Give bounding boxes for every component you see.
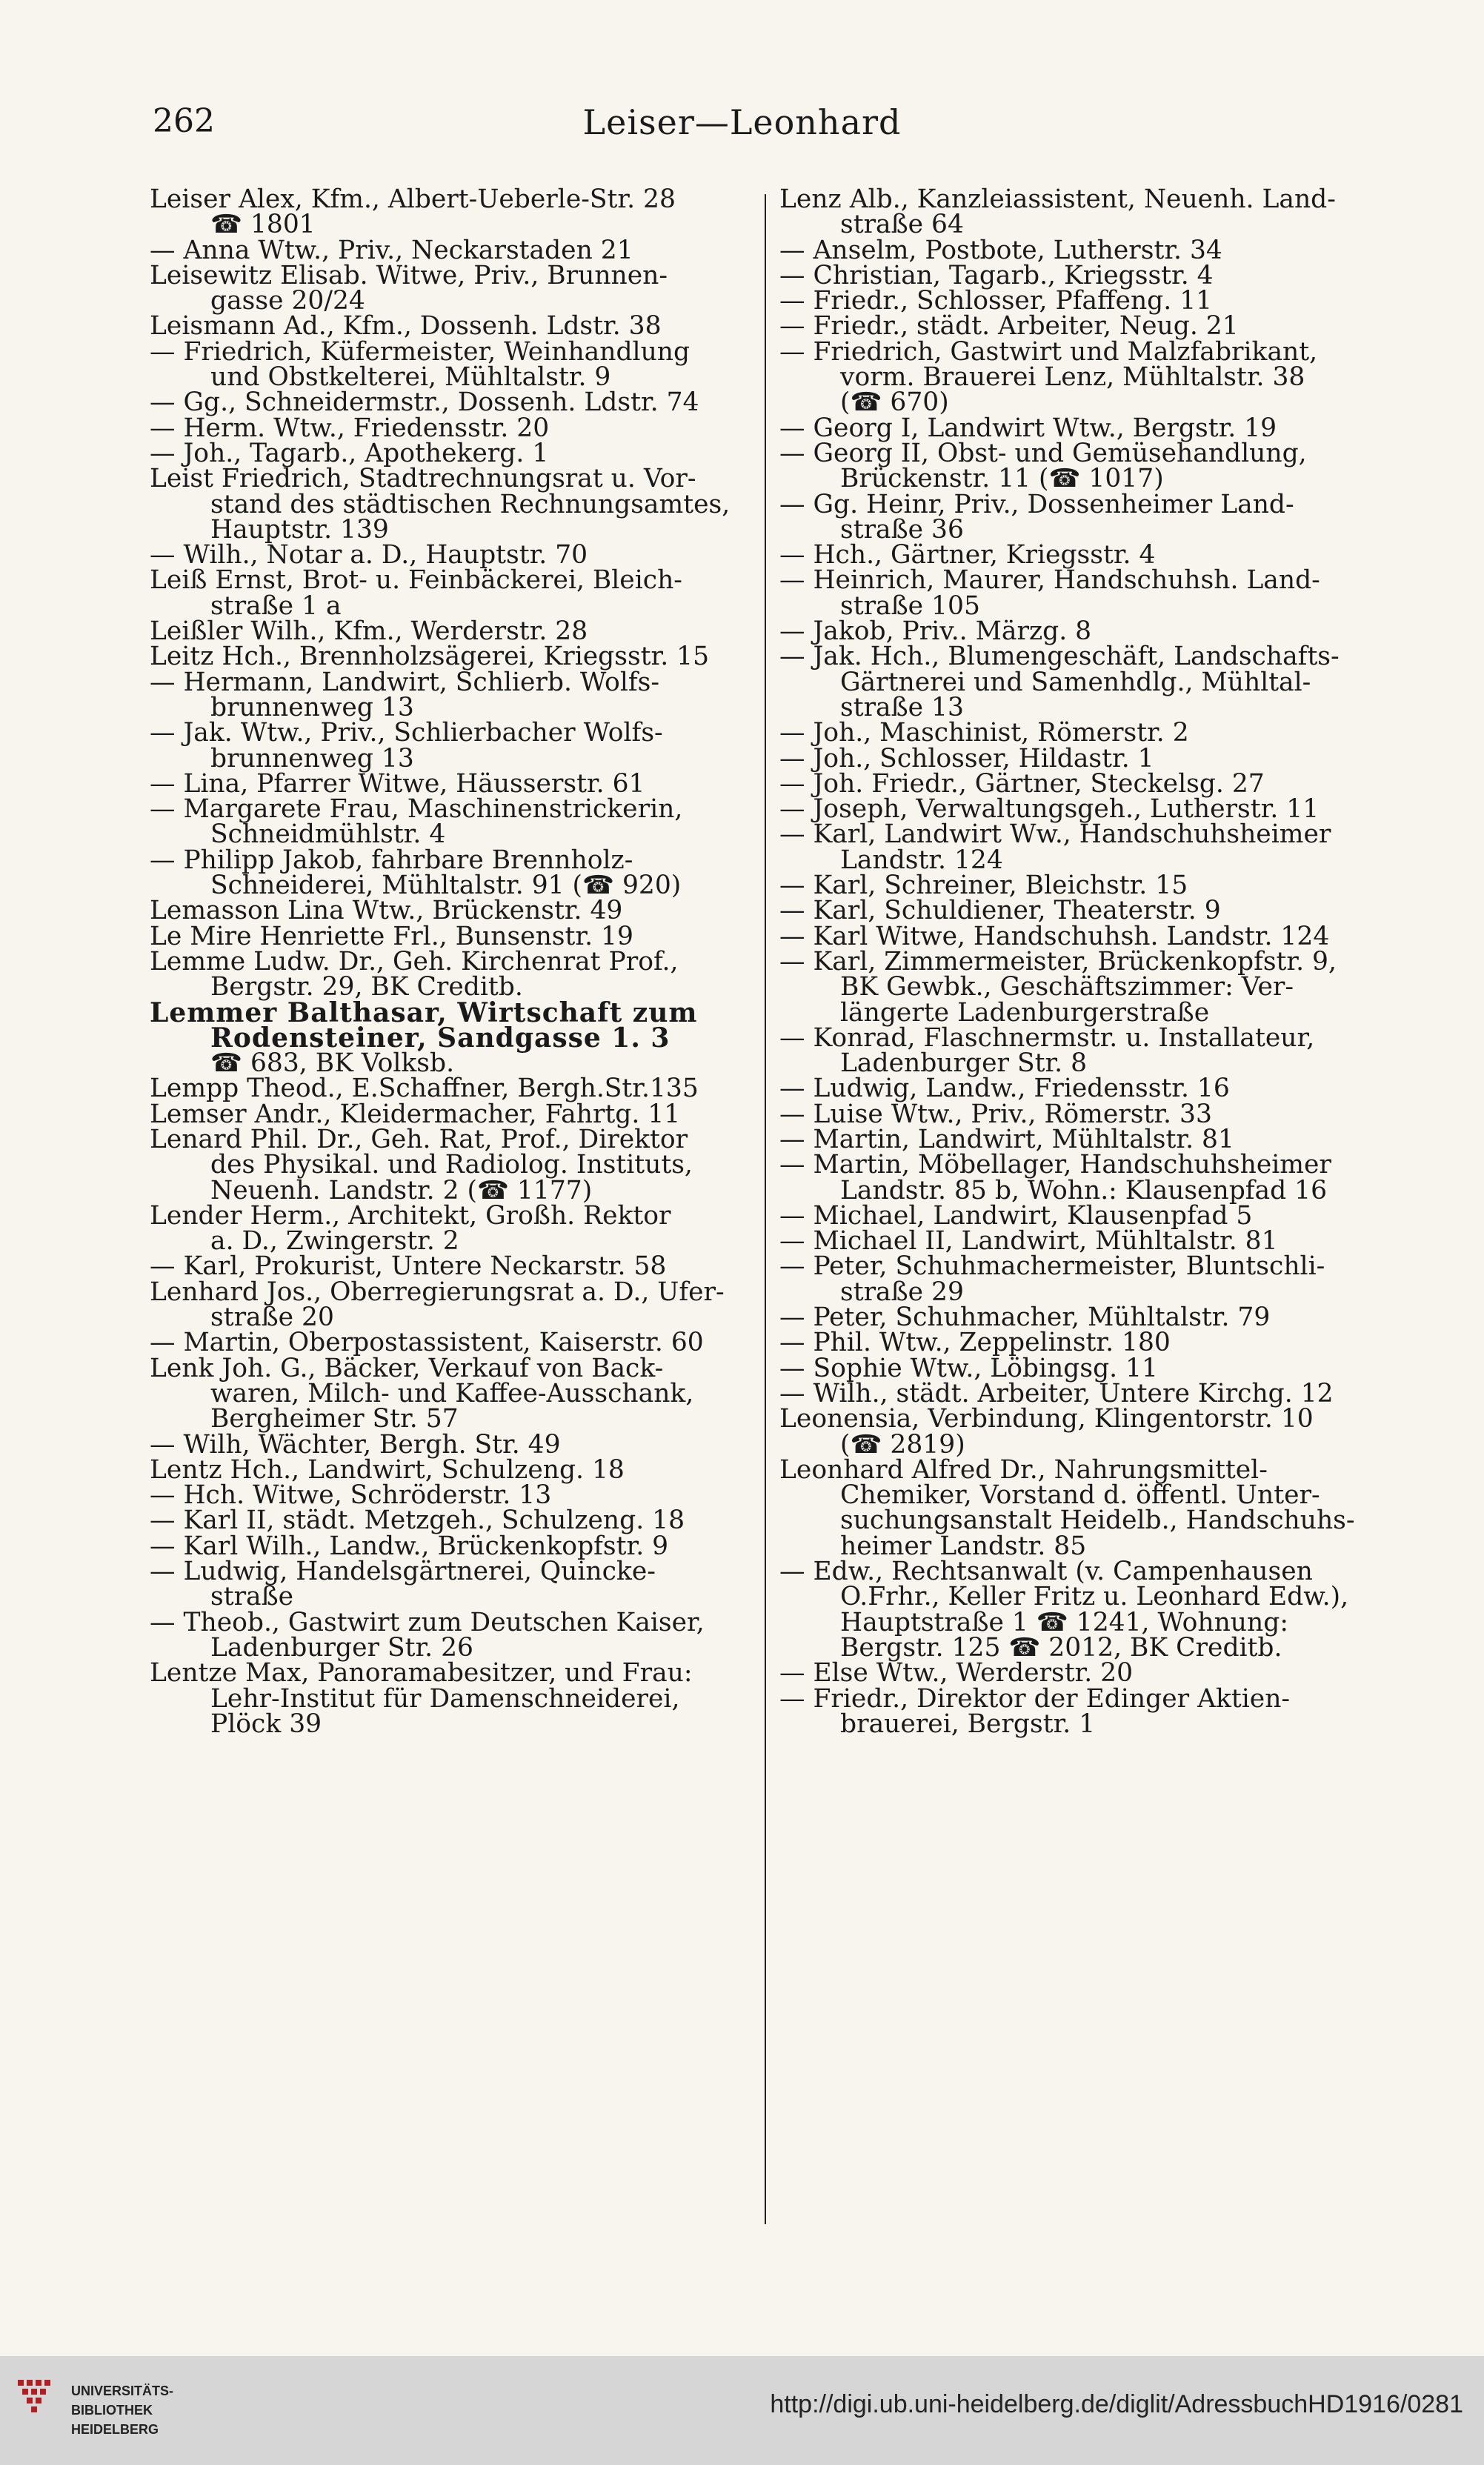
- directory-entry-line: straße 29: [840, 1277, 964, 1307]
- directory-entry-line: Leismann Ad., Kfm., Dossenh. Ldstr. 38: [150, 311, 662, 342]
- directory-entry-line: — Anselm, Postbote, Lutherstr. 34: [779, 235, 1222, 265]
- directory-entry-line: — Georg II, Obst- und Gemüsehandlung,: [779, 438, 1307, 468]
- directory-entry-line: Lempp Theod., E.Schaffner, Bergh.Str.135: [150, 1074, 699, 1104]
- directory-entry-line: stand des städtischen Rechnungsamtes,: [210, 489, 731, 519]
- directory-entry-line: — Phil. Wtw., Zeppelinstr. 180: [779, 1328, 1171, 1358]
- directory-entry-line: Le Mire Henriette Frl., Bunsenstr. 19: [150, 921, 633, 951]
- directory-entry-line: längerte Ladenburgerstraße: [840, 997, 1210, 1028]
- directory-entry-line: brunnenweg 13: [210, 743, 414, 774]
- directory-entry-line: — Wilh., Notar a. D., Hauptstr. 70: [150, 540, 588, 570]
- directory-entry-line: straße: [210, 1582, 294, 1612]
- directory-entry-line: — Martin, Landwirt, Mühltalstr. 81: [779, 1124, 1234, 1154]
- directory-entry-line: — Hch., Gärtner, Kriegsstr. 4: [779, 540, 1156, 570]
- directory-entry-line: — Martin, Möbellager, Handschuhsheimer: [779, 1150, 1331, 1180]
- directory-entry-line: Lemasson Lina Wtw., Brückenstr. 49: [150, 896, 623, 926]
- directory-entry-line: — Friedrich, Küfermeister, Weinhandlung: [150, 336, 691, 367]
- directory-entry-line: Leiß Ernst, Brot- u. Feinbäckerei, Bleich-: [150, 565, 682, 596]
- directory-entry-line: straße 13: [840, 692, 964, 722]
- directory-entry-line: — Joseph, Verwaltungsgeh., Lutherstr. 11: [779, 794, 1320, 825]
- directory-entry-line: Lenard Phil. Dr., Geh. Rat, Prof., Direktor: [150, 1124, 688, 1154]
- directory-entry-line: — Karl Wilh., Landw., Brückenkopfstr. 9: [150, 1531, 669, 1561]
- directory-entry-line: — Friedr., Schlosser, Pfaffeng. 11: [779, 286, 1213, 316]
- directory-entry-line: — Hch. Witwe, Schröderstr. 13: [150, 1480, 552, 1511]
- directory-entry-line: heimer Landstr. 85: [840, 1531, 1087, 1561]
- directory-entry-line: Lenz Alb., Kanzleiassistent, Neuenh. Land-: [779, 184, 1336, 214]
- page-number: 262: [153, 102, 215, 140]
- directory-entry-line: — Sophie Wtw., Löbingsg. 11: [779, 1353, 1158, 1383]
- directory-entry-line: — Heinrich, Maurer, Handschuhsh. Land-: [779, 565, 1320, 596]
- directory-entry-line: — Ludwig, Landw., Friedensstr. 16: [779, 1074, 1230, 1104]
- directory-entry-line: brunnenweg 13: [210, 692, 414, 722]
- directory-entry-line: Leist Friedrich, Stadtrechnungsrat u. Vor-: [150, 464, 696, 494]
- directory-entry-line: — Karl Witwe, Handschuhsh. Landstr. 124: [779, 921, 1330, 951]
- directory-entry-line: vorm. Brauerei Lenz, Mühltalstr. 38: [840, 362, 1305, 393]
- right-column: [779, 184, 1402, 1739]
- directory-entry-line: — Friedr., Direktor der Edinger Aktien-: [779, 1683, 1291, 1714]
- directory-entry-line: Leitz Hch., Brennholzsägerei, Kriegsstr. 15: [150, 642, 710, 672]
- directory-entry-line: Hauptstr. 139: [210, 514, 389, 545]
- directory-entry-line: Hauptstraße 1 ☎ 1241, Wohnung:: [840, 1607, 1288, 1637]
- directory-entry-line: — Gg. Heinr, Priv., Dossenheimer Land-: [779, 489, 1294, 519]
- directory-entry-line: — Theob., Gastwirt zum Deutschen Kaiser,: [150, 1607, 705, 1637]
- left-column: [150, 184, 772, 1739]
- directory-entry-line: Brückenstr. 11 (☎ 1017): [840, 464, 1164, 494]
- directory-entry-line: — Martin, Oberpostassistent, Kaiserstr. 60: [150, 1328, 704, 1358]
- directory-entry-line: suchungsanstalt Heidelb., Handschuhs-: [840, 1506, 1355, 1536]
- directory-entry-line: Lenhard Jos., Oberregierungsrat a. D., Ufer-: [150, 1277, 725, 1307]
- directory-entry-line: Leisewitz Elisab. Witwe, Priv., Brunnen-: [150, 260, 668, 290]
- directory-entry-line: — Karl, Zimmermeister, Brückenkopfstr. 9,: [779, 946, 1337, 977]
- library-name: [71, 2381, 173, 2439]
- directory-entry-line: Schneiderei, Mühltalstr. 91 (☎ 920): [210, 871, 682, 901]
- directory-entry-line: Landstr. 85 b, Wohn.: Klausenpfad 16: [840, 1175, 1328, 1205]
- directory-entry-line: — Jakob, Priv.. Märzg. 8: [779, 616, 1092, 647]
- directory-entry-line: — Friedrich, Gastwirt und Malzfabrikant,: [779, 336, 1318, 367]
- directory-entry-line: Lemser Andr., Kleidermacher, Fahrtg. 11: [150, 1099, 681, 1129]
- directory-entry-line: — Konrad, Flaschnermstr. u. Installateur,: [779, 1022, 1315, 1053]
- directory-entry-line: — Lina, Pfarrer Witwe, Häusserstr. 61: [150, 768, 645, 799]
- directory-entry-line: — Margarete Frau, Maschinenstrickerin,: [150, 794, 683, 825]
- directory-entry-line: ☎ 683, BK Volksb.: [210, 1048, 455, 1079]
- directory-entry-line: Landstr. 124: [840, 845, 1003, 875]
- directory-entry-line: — Anna Wtw., Priv., Neckarstaden 21: [150, 235, 633, 265]
- directory-entry-line: des Physikal. und Radiolog. Instituts,: [210, 1150, 693, 1180]
- directory-entry-line: Bergstr. 29, BK Creditb.: [210, 972, 523, 1002]
- directory-entry-line: brauerei, Bergstr. 1: [840, 1709, 1096, 1739]
- directory-entry-line: — Jak. Hch., Blumengeschäft, Landschafts-: [779, 642, 1340, 672]
- directory-entry-line: — Luise Wtw., Priv., Römerstr. 33: [779, 1099, 1212, 1129]
- directory-entry-line: — Gg., Schneidermstr., Dossenh. Ldstr. 74: [150, 387, 699, 418]
- directory-entry-line: gasse 20/24: [210, 286, 365, 316]
- directory-entry-line: Lemme Ludw. Dr., Geh. Kirchenrat Prof.,: [150, 946, 679, 977]
- directory-entry-line: — Michael II, Landwirt, Mühltalstr. 81: [779, 1226, 1278, 1257]
- directory-entry-line: straße 64: [840, 210, 964, 240]
- directory-entry-line: — Wilh., städt. Arbeiter, Untere Kirchg. 12: [779, 1378, 1334, 1408]
- directory-entry-line: waren, Milch- und Kaffee-Ausschank,: [210, 1378, 694, 1408]
- source-url-link[interactable]: http://digi.ub.uni-heidelberg.de/diglit/AdressbuchHD1916/0281: [770, 2390, 1463, 2418]
- directory-entry-line: — Philipp Jakob, fahrbare Brennholz-: [150, 845, 633, 875]
- directory-entry-line: BK Gewbk., Geschäftszimmer: Ver-: [840, 972, 1294, 1002]
- directory-entry-line: Bergstr. 125 ☎ 2012, BK Creditb.: [840, 1632, 1282, 1663]
- directory-entry-line: — Michael, Landwirt, Klausenpfad 5: [779, 1200, 1253, 1231]
- directory-entry-line: Chemiker, Vorstand d. öffentl. Unter-: [840, 1480, 1320, 1511]
- directory-entry-line: — Jak. Wtw., Priv., Schlierbacher Wolfs-: [150, 718, 663, 748]
- directory-entry-line: — Hermann, Landwirt, Schlierb. Wolfs-: [150, 667, 659, 697]
- directory-entry-line: — Karl, Landwirt Ww., Handschuhsheimer: [779, 819, 1331, 850]
- directory-entry-line: Lenk Joh. G., Bäcker, Verkauf von Back-: [150, 1353, 664, 1383]
- directory-entry-line: Rodensteiner, Sandgasse 1. 3: [210, 1022, 671, 1054]
- directory-entry-line: — Joh. Friedr., Gärtner, Steckelsg. 27: [779, 768, 1265, 799]
- directory-entry-line: Leiser Alex, Kfm., Albert-Ueberle-Str. 28: [150, 184, 676, 214]
- directory-entry-line: — Joh., Schlosser, Hildastr. 1: [779, 743, 1154, 774]
- directory-entry-line: O.Frhr., Keller Fritz u. Leonhard Edw.),: [840, 1582, 1349, 1612]
- directory-entry-line: Plöck 39: [210, 1709, 322, 1739]
- running-head: Leiser—Leonhard: [582, 102, 902, 142]
- directory-entry-line: — Georg I, Landwirt Wtw., Bergstr. 19: [779, 413, 1277, 443]
- directory-entry-line: — Herm. Wtw., Friedensstr. 20: [150, 413, 550, 443]
- directory-entry-line: Leißler Wilh., Kfm., Werderstr. 28: [150, 616, 588, 647]
- directory-entry-line: Lender Herm., Architekt, Großh. Rektor: [150, 1200, 671, 1231]
- directory-entry-line: Neuenh. Landstr. 2 (☎ 1177): [210, 1175, 593, 1205]
- directory-entry-line: (☎ 670): [840, 387, 949, 418]
- directory-entry-line: Lentz Hch., Landwirt, Schulzeng. 18: [150, 1454, 625, 1485]
- directory-entry-line: Lentze Max, Panoramabesitzer, und Frau:: [150, 1658, 693, 1689]
- directory-entry-line: Ladenburger Str. 8: [840, 1048, 1088, 1079]
- directory-entry-line: Lemmer Balthasar, Wirtschaft zum: [150, 997, 698, 1028]
- directory-entry-line: — Karl, Schreiner, Bleichstr. 15: [779, 871, 1188, 901]
- directory-entry-line: Leonensia, Verbindung, Klingentorstr. 10: [779, 1404, 1314, 1434]
- library-name-line: BIBLIOTHEK: [71, 2403, 153, 2418]
- directory-entry-line: Lehr-Institut für Damenschneiderei,: [210, 1683, 680, 1714]
- directory-entry-line: straße 105: [840, 591, 980, 621]
- directory-entry-line: — Peter, Schuhmacher, Mühltalstr. 79: [779, 1303, 1271, 1333]
- directory-entry-line: — Christian, Tagarb., Kriegsstr. 4: [779, 260, 1214, 290]
- directory-entry-line: Bergheimer Str. 57: [210, 1404, 459, 1434]
- directory-entry-line: — Karl, Schuldiener, Theaterstr. 9: [779, 896, 1221, 926]
- directory-entry-line: straße 1 a: [210, 591, 342, 621]
- directory-entry-line: (☎ 2819): [840, 1429, 965, 1460]
- directory-entry-line: — Ludwig, Handelsgärtnerei, Quincke-: [150, 1557, 656, 1587]
- directory-entry-line: und Obstkelterei, Mühltalstr. 9: [210, 362, 611, 393]
- directory-entry-line: Schneidmühlstr. 4: [210, 819, 446, 850]
- university-library-logo: [15, 2372, 59, 2444]
- directory-entry-line: — Edw., Rechtsanwalt (v. Campenhausen: [779, 1557, 1313, 1587]
- library-name-line: UNIVERSITÄTS-: [71, 2384, 174, 2398]
- directory-entry-line: — Karl II, städt. Metzgeh., Schulzeng. 18: [150, 1506, 685, 1536]
- directory-entry-line: — Friedr., städt. Arbeiter, Neug. 21: [779, 311, 1239, 342]
- directory-entry-line: straße 36: [840, 514, 964, 545]
- directory-entry-line: — Joh., Maschinist, Römerstr. 2: [779, 718, 1189, 748]
- directory-entry-line: — Joh., Tagarb., Apothekerg. 1: [150, 438, 549, 468]
- directory-entry-line: — Karl, Prokurist, Untere Neckarstr. 58: [150, 1251, 667, 1282]
- directory-entry-line: ☎ 1801: [210, 210, 316, 240]
- directory-entry-line: straße 20: [210, 1303, 334, 1333]
- directory-entry-line: — Peter, Schuhmachermeister, Bluntschli-: [779, 1251, 1325, 1282]
- directory-entry-line: Ladenburger Str. 26: [210, 1632, 473, 1663]
- directory-entry-line: Gärtnerei und Samenhdlg., Mühltal-: [840, 667, 1311, 697]
- library-name-line: HEIDELBERG: [71, 2422, 159, 2437]
- directory-entry-line: — Wilh, Wächter, Bergh. Str. 49: [150, 1429, 561, 1460]
- directory-entry-line: — Else Wtw., Werderstr. 20: [779, 1658, 1134, 1689]
- viewer-footer: [0, 2356, 1484, 2465]
- directory-entry-line: a. D., Zwingerstr. 2: [210, 1226, 459, 1257]
- directory-entry-line: Leonhard Alfred Dr., Nahrungsmittel-: [779, 1454, 1268, 1485]
